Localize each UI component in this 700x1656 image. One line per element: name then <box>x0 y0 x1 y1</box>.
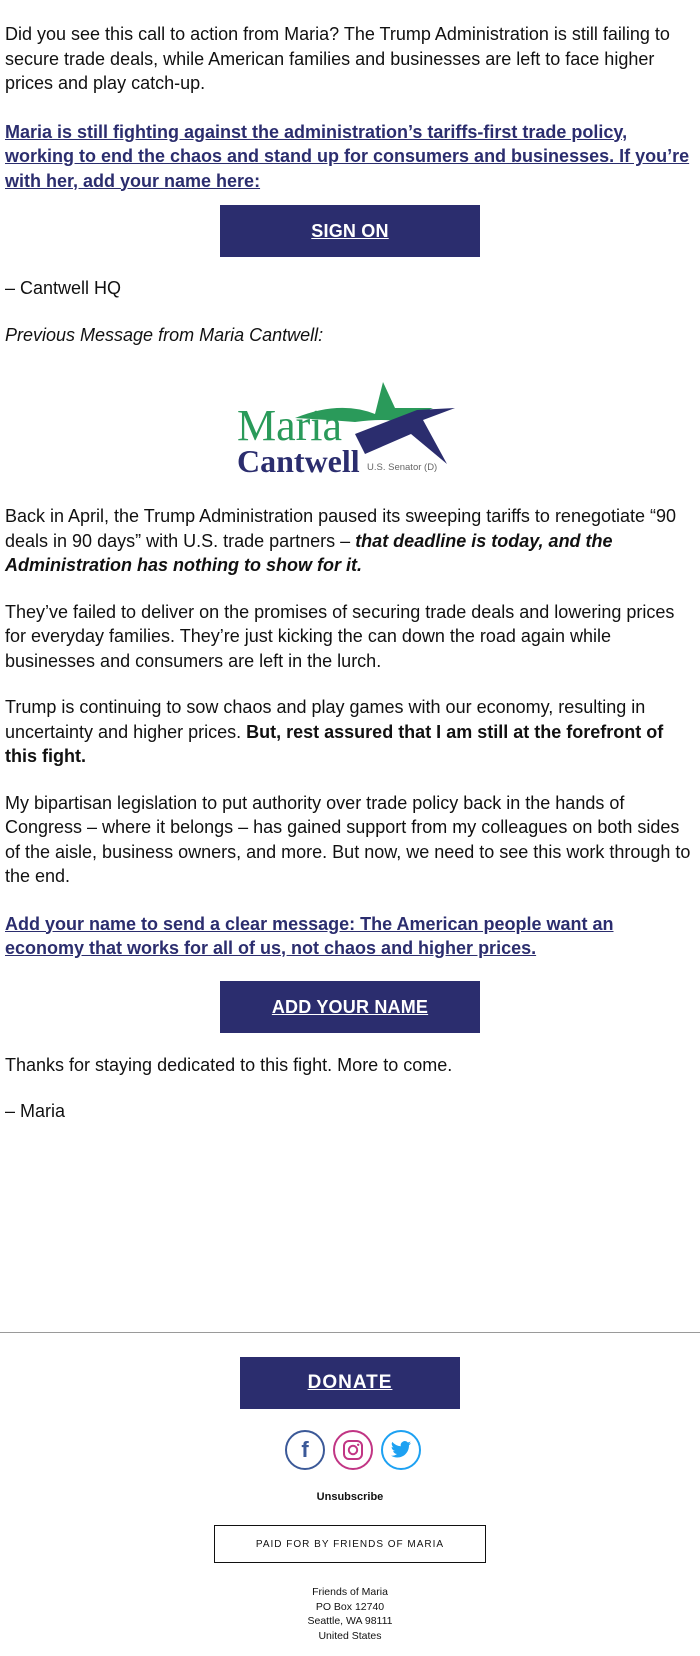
address-line: Seattle, WA 98111 <box>307 1615 393 1627</box>
thanks-paragraph: Thanks for staying dedicated to this fight. More to come. <box>5 1054 453 1075</box>
paragraph-deadline: Back in April, the Trump Administration paused its sweeping tariffs to renegotiate “90 deals in 90 days” with U.S. trade partners – that deadline is today, and the Administration has nothing to show for it. <box>5 506 677 575</box>
signature-maria: – Maria <box>5 1101 66 1121</box>
maria-cantwell-logo <box>235 378 465 488</box>
paid-for-disclaimer: PAID FOR BY FRIENDS OF MARIA <box>214 1525 486 1563</box>
sign-on-link[interactable]: Maria is still fighting against the administration’s tariffs-first trade policy, working to end the chaos and stand up for consumers and businesses. If you’re with her, add your name here: <box>5 121 690 191</box>
signature-hq: – Cantwell HQ <box>5 278 122 298</box>
intro-paragraph: Did you see this call to action from Maria? The Trump Administration is still failing to secure trade deals, while American families and businesses are left to face higher prices and play catch-up. <box>5 24 670 93</box>
logo-line2: Cantwell <box>237 443 360 479</box>
unsubscribe-link[interactable]: Unsubscribe <box>316 1491 384 1503</box>
paragraph-chaos: Trump is continuing to sow chaos and play games with our economy, resulting in uncertainty and higher prices. But, rest assured that I am still at the forefront of this fight. <box>5 697 664 766</box>
logo-line1: Maria <box>237 401 343 450</box>
instagram-icon[interactable] <box>333 1430 373 1470</box>
sign-on-button[interactable]: SIGN ON <box>220 205 480 257</box>
message-content <box>5 22 695 1124</box>
add-your-name-button[interactable]: ADD YOUR NAME <box>220 981 480 1033</box>
address-line: Friends of Maria <box>312 1586 388 1598</box>
address-line: United States <box>318 1629 382 1642</box>
paragraph-failed: They’ve failed to deliver on the promises of securing trade deals and lowering prices for everyday families. They’re just kicking the can down the road again while businesses and consumers are left in the lurch. <box>5 601 675 671</box>
address-line: PO Box 12740 <box>315 1600 385 1613</box>
footer-divider <box>0 1332 700 1333</box>
donate-button[interactable]: DONATE <box>240 1357 460 1409</box>
previous-message-label: Previous Message from Maria Cantwell: <box>5 324 324 345</box>
add-name-link[interactable]: Add your name to send a clear message: The American people want an economy that works for all of us, not chaos and higher prices. <box>5 913 614 958</box>
mailing-address <box>0 1585 700 1643</box>
twitter-icon[interactable] <box>381 1430 421 1470</box>
logo-subtitle: U.S. Senator (D) <box>367 462 438 473</box>
facebook-icon[interactable]: f <box>285 1430 325 1470</box>
paragraph-legislation: My bipartisan legislation to put authority over trade policy back in the hands of Congress – where it belongs – has gained support from my colleagues on both sides of the aisle, business owners, and more. But now, we need to see this work through to the end. <box>5 792 691 886</box>
